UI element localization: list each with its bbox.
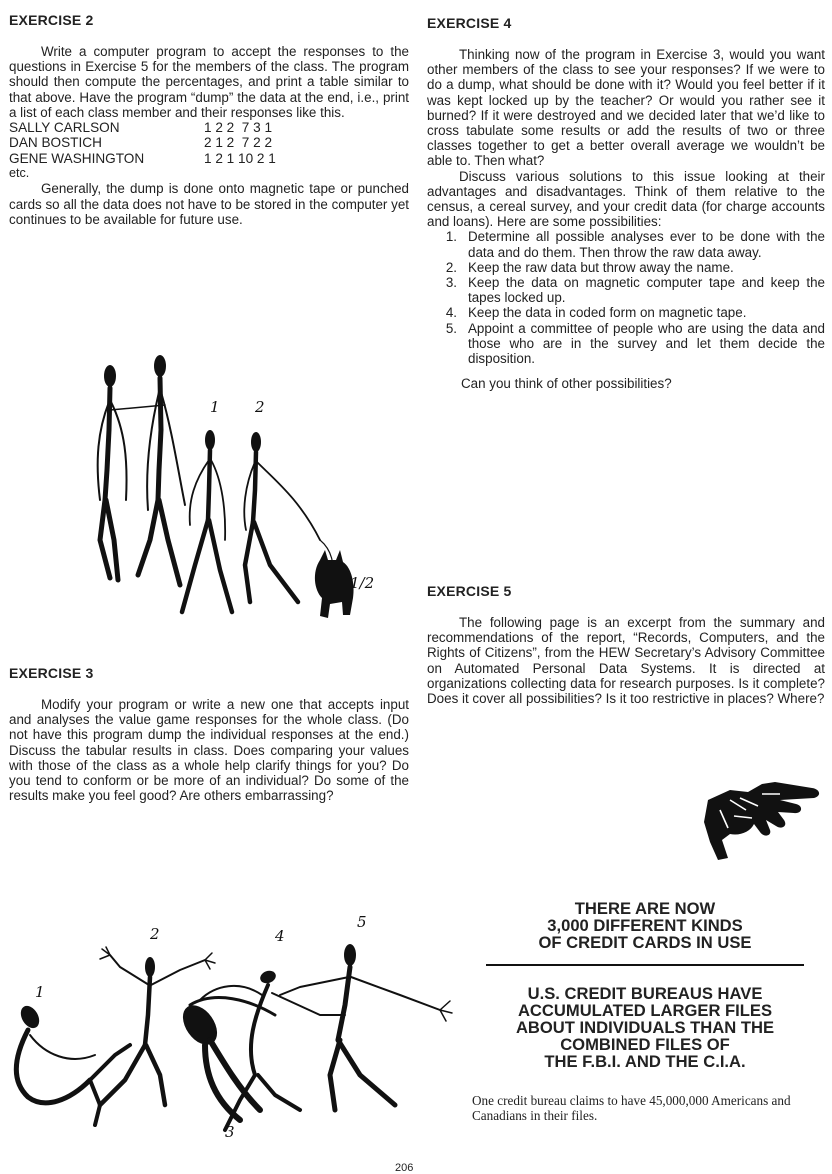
list-item: [427, 321, 825, 367]
list-number: 1.: [445, 229, 457, 245]
dump-values: 1 2 1 10 2 1: [204, 150, 276, 166]
dump-row: [9, 135, 409, 150]
list-item: [427, 275, 825, 305]
possibilities-list: [427, 229, 825, 366]
figure-person-middle: [138, 355, 185, 585]
dancer-label-2: 2: [150, 925, 160, 943]
exercise-4-paragraph-1: Thinking now of the program in Exercise 3, would you want other members of the class to see your responses? If we were to do a dump, what should be done with it? Would you feel better if it was kept locked up by the teacher? Or would you rather see it burned? If it were destroyed and we decided later that we’d like to cross tabulate some results or add the results of two or three classes together to get a better overall average we wouldn’t be able to. Then what?: [427, 47, 825, 169]
exercise-2-heading: EXERCISE 2: [9, 12, 94, 28]
figure-person-left: [98, 365, 165, 580]
dancer-label-1: 1: [35, 983, 45, 1001]
dump-name: GENE WASHINGTON: [9, 150, 145, 166]
dump-list: [9, 120, 409, 166]
exercise-4-paragraph-2: Discuss various solutions to this issue looking at their advantages and disadvantages. Think of them relative to the census, a cereal survey, and your credit data (for charge accounts and loans). Here are some possibilities:: [427, 168, 825, 230]
exercise-3-paragraph: Modify your program or write a new one that accepts input and analyses the value game responses for the whole class. (Do not have this program dump the individual responses at the end.) Discuss the tabular results in class. Does comparing your values with those of the class as a whole help clarify things for you? Do you tend to conform or be more of an individual? Do some of the results make you feel good? Are others embarrassing?: [9, 697, 409, 804]
exercise-2: [9, 12, 409, 227]
exercise-5-paragraph: The following page is an excerpt from the summary and recommendations of the report, “Records, Computers, and the Rights of Citizens”, from the HEW Secretary’s Advisory Committee on Automated Personal Data Systems. It is directed at organizations collecting data for research purposes. Is it complete? Does it cover all possibilities? Is it too restrictive in places? Where?: [427, 615, 825, 707]
list-text: Keep the data in coded form on magnetic tape.: [468, 305, 747, 321]
exercise-4-closing: Can you think of other possibilities?: [461, 376, 672, 392]
dump-row: [9, 120, 409, 135]
dump-values: 1 2 2 7 3 1: [204, 120, 273, 136]
exercise-5: [427, 583, 825, 706]
exercise-3: [9, 665, 409, 803]
list-item: [427, 260, 825, 275]
figure-label-2: 2: [255, 398, 265, 416]
list-text: Appoint a committee of people who are using the data and those who are in the survey and let them decide the disposition.: [468, 320, 825, 367]
list-number: 2.: [445, 259, 457, 275]
credit-bureau-note: One credit bureau claims to have 45,000,000 Americans and Canadians in their files.: [472, 1092, 791, 1124]
divider-rule: [486, 964, 804, 966]
list-number: 3.: [445, 275, 457, 291]
dump-values: 2 1 2 7 2 2: [204, 135, 273, 151]
dancer-5: [280, 944, 452, 1110]
exercise-4-heading: EXERCISE 4: [427, 15, 512, 31]
dump-row: [9, 151, 409, 166]
dancer-1: [16, 1003, 130, 1125]
dump-name: SALLY CARLSON: [9, 120, 120, 136]
figure-child-1: [182, 430, 232, 612]
dancer-label-5: 5: [357, 913, 367, 931]
dancer-label-3: 3: [225, 1123, 235, 1141]
list-text: Keep the raw data but throw away the name.: [468, 259, 734, 275]
exercise-5-heading: EXERCISE 5: [427, 583, 512, 599]
list-item: [427, 229, 825, 259]
dump-etc: etc.: [9, 166, 30, 181]
figure-label-1: 1: [210, 398, 220, 416]
dump-name: DAN BOSTICH: [9, 135, 102, 151]
list-item: [427, 305, 825, 320]
sidebar-facts: [472, 900, 818, 1123]
figure-label-half: 1/2: [350, 574, 375, 592]
dancer-label-4: 4: [275, 927, 285, 945]
exercise-4: [427, 15, 825, 391]
list-text: Determine all possible analyses ever to be done with the data and do them. Then throw the raw data away.: [468, 229, 825, 260]
dancer-3: [176, 998, 275, 1120]
credit-bureaus-headline: U.S. CREDIT BUREAUS HAVE ACCUMULATED LARGER FILES ABOUT INDIVIDUALS THAN THE COMBINED FILES OF THE F.B.I. AND THE C.I.A.: [515, 983, 775, 1072]
list-number: 4.: [445, 305, 457, 321]
page-number: 206: [395, 1162, 414, 1174]
walking-figures-illustration: [70, 350, 410, 625]
dancing-figures-illustration: [0, 905, 470, 1145]
exercise-2-paragraph-2: Generally, the dump is done onto magnetic tape or punched cards so all the data does not have to be stored in the computer yet continues to be available for future use.: [9, 181, 409, 227]
pointing-hand-icon: [700, 770, 825, 865]
list-number: 5.: [445, 320, 457, 336]
dog-figure: [315, 550, 354, 618]
exercise-3-heading: EXERCISE 3: [9, 665, 94, 681]
exercise-2-paragraph-1: Write a computer program to accept the responses to the questions in Exercise 5 for the members of the class. The program should then compute the percentages, and print a table similar to that above. Have the program “dump” the data at the end, i.e., print a list of each class member and their responses like this.: [9, 44, 409, 120]
list-text: Keep the data on magnetic computer tape and keep the tapes locked up.: [468, 275, 825, 306]
credit-cards-headline: THERE ARE NOW 3,000 DIFFERENT KINDS OF CREDIT CARDS IN USE: [538, 899, 752, 953]
